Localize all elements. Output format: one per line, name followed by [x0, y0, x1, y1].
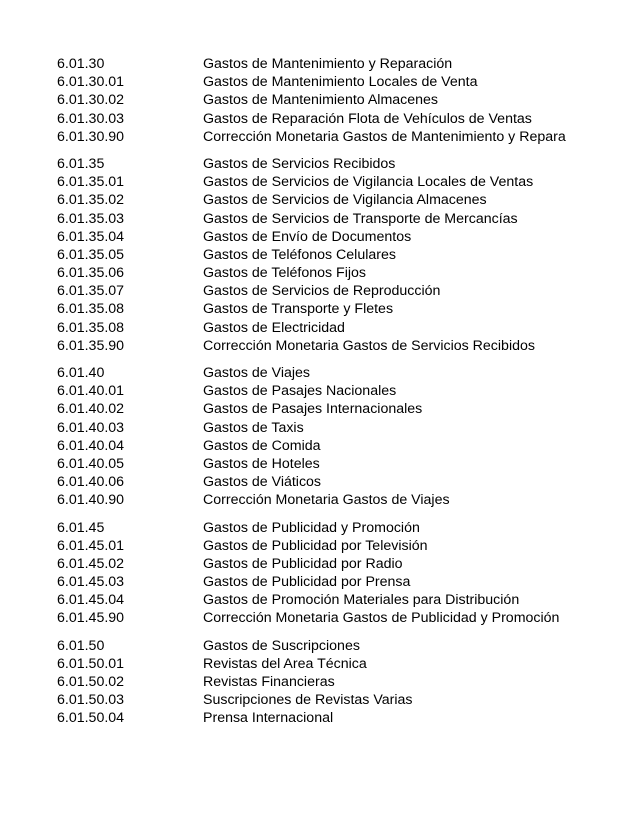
account-row: [57, 319, 617, 337]
account-row: [57, 491, 617, 509]
account-row: [57, 655, 617, 673]
account-code: 6.01.35: [57, 155, 105, 172]
account-code: 6.01.35.90: [57, 337, 125, 354]
account-description: Gastos de Pasajes Nacionales: [203, 383, 397, 400]
account-description: Corrección Monetaria Gastos de Mantenimiento y Repara: [203, 128, 566, 145]
account-code: 6.01.35.08: [57, 301, 125, 318]
account-row: [57, 591, 617, 609]
account-description: Gastos de Viajes: [203, 365, 310, 381]
account-code: 6.01.35.02: [57, 192, 125, 209]
account-row: [57, 473, 617, 491]
account-code: 6.01.40.02: [57, 401, 125, 418]
account-row: [57, 609, 617, 627]
account-row: [57, 691, 617, 709]
account-row: [57, 246, 617, 264]
account-row: [57, 364, 617, 382]
account-row: [57, 337, 617, 355]
account-row: [57, 110, 617, 128]
account-code: 6.01.30.02: [57, 92, 125, 109]
account-description: Gastos de Publicidad y Promoción: [203, 519, 420, 536]
account-row: [57, 155, 617, 173]
account-description: Gastos de Mantenimiento Almacenes: [203, 92, 439, 109]
account-description: Revistas del Area Técnica: [203, 655, 367, 672]
account-description: Gastos de Publicidad por Televisión: [203, 537, 428, 554]
account-row: [57, 573, 617, 591]
account-code: 6.01.30.01: [57, 74, 125, 91]
account-code: 6.01.45.90: [57, 610, 125, 627]
account-code: 6.01.50.04: [57, 710, 125, 727]
account-description: Gastos de Reparación Flota de Vehículos de Ventas: [203, 110, 532, 127]
account-description: Gastos de Pasajes Internacionales: [203, 401, 423, 418]
account-group: [57, 55, 617, 146]
account-row: [57, 709, 617, 727]
account-row: [57, 228, 617, 246]
account-code: 6.01.40.06: [57, 474, 125, 491]
account-group: [57, 155, 617, 355]
account-description: Gastos de Viáticos: [203, 474, 322, 491]
account-description: Gastos de Servicios de Vigilancia Locales de Ventas: [203, 174, 534, 191]
account-row: [57, 264, 617, 282]
account-row: [57, 437, 617, 455]
account-description: Suscripciones de Revistas Varias: [203, 692, 413, 709]
account-row: [57, 455, 617, 473]
account-code: 6.01.50.01: [57, 655, 125, 672]
account-description: Corrección Monetaria Gastos de Publicidad y Promoción: [203, 610, 560, 627]
account-row: [57, 210, 617, 228]
account-description: Corrección Monetaria Gastos de Viajes: [203, 492, 450, 509]
account-code: 6.01.35.08: [57, 319, 125, 336]
account-row: [57, 555, 617, 573]
account-code: 6.01.30: [57, 56, 105, 72]
account-code: 6.01.40: [57, 365, 105, 381]
account-row: [57, 637, 617, 655]
account-row: [57, 537, 617, 555]
account-description: Gastos de Taxis: [203, 419, 304, 436]
account-code: 6.01.50.03: [57, 692, 125, 709]
account-row: [57, 55, 617, 73]
account-row: [57, 519, 617, 537]
account-code: 6.01.35.03: [57, 210, 125, 227]
account-code: 6.01.40.05: [57, 455, 125, 472]
account-description: Gastos de Mantenimiento Locales de Venta: [203, 74, 478, 91]
account-description: Gastos de Teléfonos Fijos: [203, 265, 366, 282]
account-row: [57, 173, 617, 191]
account-description: Gastos de Transporte y Fletes: [203, 301, 394, 318]
account-row: [57, 419, 617, 437]
account-code: 6.01.30.03: [57, 110, 125, 127]
account-code: 6.01.40.01: [57, 383, 125, 400]
account-row: [57, 400, 617, 418]
account-description: Gastos de Suscripciones: [203, 637, 360, 654]
account-code: 6.01.45.03: [57, 574, 125, 591]
account-description: Prensa Internacional: [203, 710, 334, 727]
account-description: Gastos de Electricidad: [203, 319, 345, 336]
account-code: 6.01.40.03: [57, 419, 125, 436]
account-code: 6.01.45: [57, 519, 105, 536]
account-code: 6.01.35.06: [57, 265, 125, 282]
account-row: [57, 191, 617, 209]
account-row: [57, 73, 617, 91]
account-code: 6.01.45.04: [57, 592, 125, 609]
account-row: [57, 300, 617, 318]
account-description: Gastos de Comida: [203, 437, 321, 454]
account-group: [57, 519, 617, 628]
account-description: Gastos de Servicios Recibidos: [203, 155, 396, 172]
account-code: 6.01.30.90: [57, 128, 125, 145]
account-list: [57, 55, 617, 728]
account-group: [57, 637, 617, 728]
account-code: 6.01.50: [57, 637, 105, 654]
account-code: 6.01.40.90: [57, 492, 125, 509]
account-description: Gastos de Servicios de Vigilancia Almacenes: [203, 192, 487, 209]
account-code: 6.01.45.02: [57, 555, 125, 572]
account-description: Gastos de Servicios de Reproducción: [203, 283, 441, 300]
account-description: Gastos de Publicidad por Prensa: [203, 574, 411, 591]
account-description: Revistas Financieras: [203, 674, 335, 690]
account-code: 6.01.35.07: [57, 283, 125, 300]
account-description: Gastos de Servicios de Transporte de Mercancías: [203, 210, 518, 227]
account-code: 6.01.40.04: [57, 437, 125, 454]
account-description: Gastos de Hoteles: [203, 455, 320, 472]
account-description: Corrección Monetaria Gastos de Servicios Recibidos: [203, 337, 535, 354]
account-row: [57, 128, 617, 146]
account-code: 6.01.35.04: [57, 228, 125, 245]
account-code: 6.01.50.02: [57, 674, 125, 690]
account-code: 6.01.45.01: [57, 537, 125, 554]
account-row: [57, 282, 617, 300]
account-description: Gastos de Promoción Materiales para Distribución: [203, 592, 520, 609]
account-code: 6.01.35.05: [57, 246, 125, 263]
account-description: Gastos de Teléfonos Celulares: [203, 246, 396, 263]
account-description: Gastos de Envío de Documentos: [203, 228, 412, 245]
account-group: [57, 364, 617, 510]
account-row: [57, 673, 617, 691]
account-row: [57, 382, 617, 400]
account-row: [57, 91, 617, 109]
account-description: Gastos de Mantenimiento y Reparación: [203, 56, 453, 72]
account-description: Gastos de Publicidad por Radio: [203, 555, 403, 572]
account-code: 6.01.35.01: [57, 174, 125, 191]
